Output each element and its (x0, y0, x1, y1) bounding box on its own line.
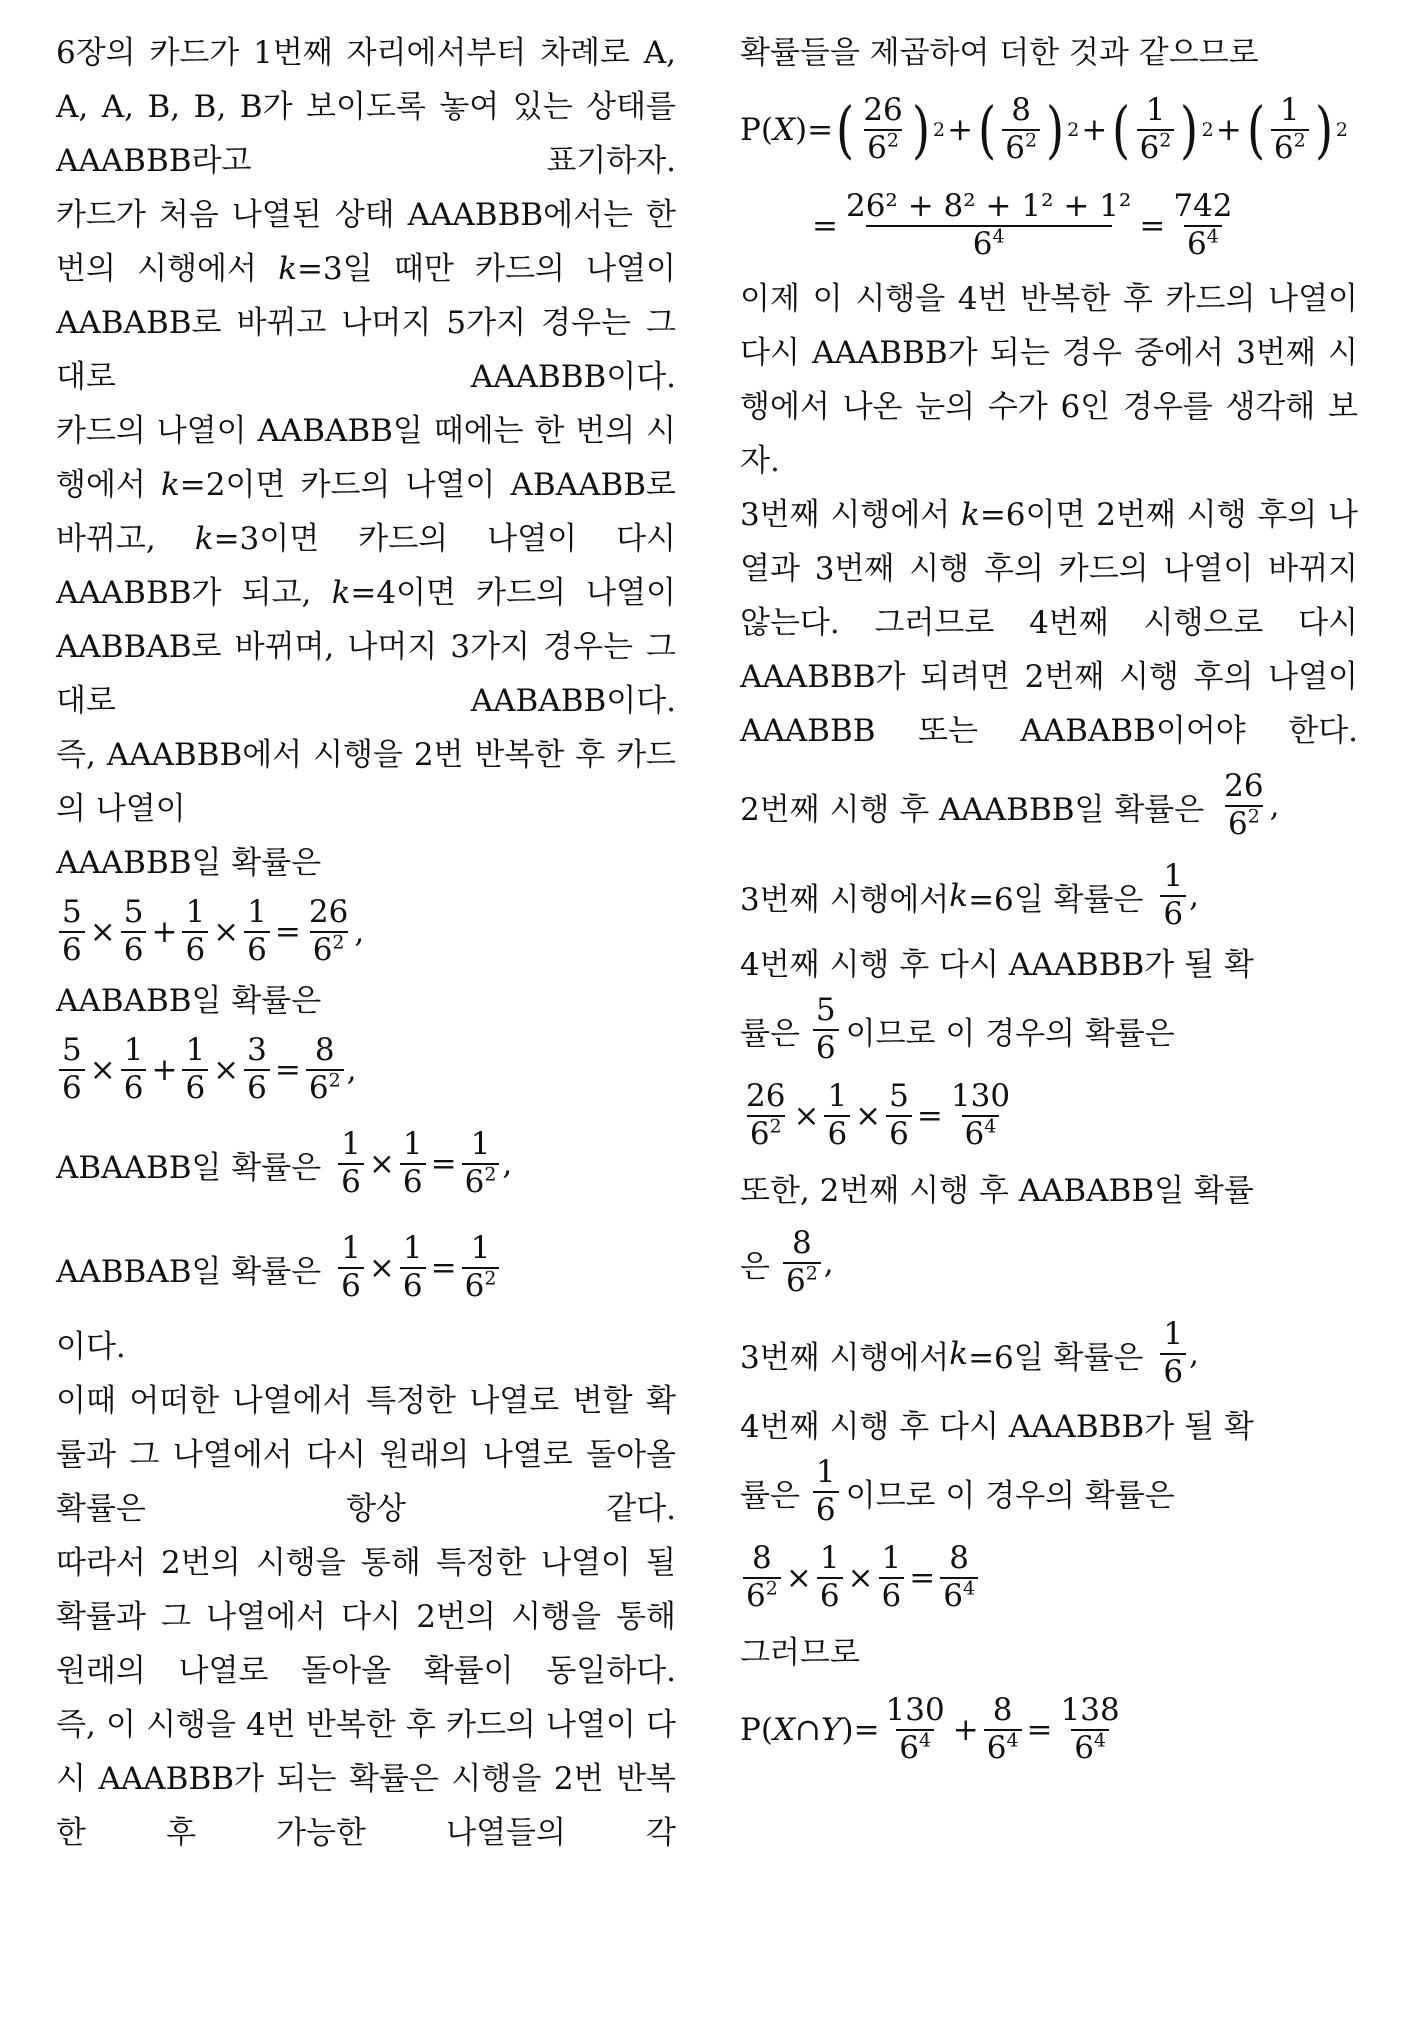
paragraph-initial-state: 카드가 처음 나열된 상태 AAABBB에서는 한 번의 시행에서 k=3일 때만 카드의 나열이 AABABB로 바뀌고 나머지 5가지 경우는 그대로 AAABBB이다. (56, 197, 676, 395)
paragraph-equivalence: 따라서 2번의 시행을 통해 특정한 나열이 될 확률과 그 나열에서 다시 2번의 시행을 통해 원래의 나열로 돌아올 확률이 동일하다. (56, 1545, 676, 1689)
paragraph-third-trial: 3번째 시행에서 k=6이면 2번째 시행 후의 나열과 3번째 시행 후의 카드의 나열이 바뀌지 않는다. 그러므로 4번째 시행으로 다시 AAABBB가 되려면 2번째 시행 후의 나열이 AAABBB 또는 AABABB이어야 한다. (740, 497, 1359, 749)
paragraph-two-trials: 즉, AAABBB에서 시행을 2번 반복한 후 카드의 나열이 (56, 737, 676, 827)
paragraph-notation: 6장의 카드가 1번째 자리에서부터 차례로 A, A, A, B, B, B가 보이도록 놓여 있는 상태를 AAABBB라고 표기하자. (56, 35, 676, 179)
equation-case2-step2: 3번째 시행에서 k =6일 확률은 $\frac{1}{6}$ , (740, 1316, 1199, 1390)
equation-case1-result: $\frac{26}{6^2}$ × $\frac{1}{6}$ × $\frac{5}{6}$ = $\frac{130}{6^4}$ (746, 1078, 1011, 1152)
label-aaabbb-probability: AAABBB일 확률은 (56, 845, 322, 881)
equation-aaabbb: $\frac{5}{6}$ × $\frac{5}{6}$ + $\frac{1}{6}$ × $\frac{1}{6}$ = $\frac{26}{6^2}$ , (56, 890, 676, 974)
label-aababb-probability: AABABB일 확률은 (56, 983, 322, 1019)
paragraph-aababb-transitions: 카드의 나열이 AABABB일 때에는 한 번의 시행에서 k=2이면 카드의 나열이 ABAABB로 바뀌고, k=3이면 카드의 나열이 다시 AAABBB가 되고, k=4이면 카드의 나열이 AABBAB로 바뀌며, 나머지 3가지 경우는 그대로 AABABB이다. (56, 413, 676, 719)
equation-case1-step3: 률은 $\frac{5}{6}$ 이므로 이 경우의 확률은 (740, 992, 1175, 1066)
equation-case2-step1: 은 $\frac{8}{6^2}$ , (740, 1225, 834, 1299)
paragraph-symmetry: 이때 어떠한 나열에서 특정한 나열로 변할 확률과 그 나열에서 다시 원래의 나열로 돌아올 확률은 항상 같다. (56, 1383, 676, 1527)
equation-aabbab: AABBAB일 확률은 $\frac{1}{6}$ × $\frac{1}{6}$ = $\frac{1}{6^2}$ (56, 1216, 676, 1320)
text-case2-step1: 또한, 2번째 시행 후 AABABB일 확률 (740, 1173, 1254, 1209)
equation-pxy: P( X∩Y )= $\frac{130}{6^4}$ + $\frac{8}{6^4}$ = $\frac{138}{6^4}$ (740, 1692, 1120, 1766)
text-case2-step3: 4번째 시행 후 다시 AAABBB가 될 확 (740, 1409, 1254, 1445)
equation-case1-step1: 2번째 시행 후 AAABBB일 확률은 $\frac{26}{6^2}$ , (740, 768, 1280, 842)
text-intro: 확률들을 제곱하여 더한 것과 같으므로 (740, 35, 1259, 71)
equation-case2-result: $\frac{8}{6^2}$ × $\frac{1}{6}$ × $\frac{1}{6}$ = $\frac{8}{6^4}$ (740, 1530, 1358, 1626)
equation-case1-step2: 3번째 시행에서 k =6일 확률은 $\frac{1}{6}$ , (740, 858, 1199, 932)
paragraph-four-trials: 즉, 이 시행을 4번 반복한 후 카드의 나열이 다시 AAABBB가 되는 확률은 시행을 2번 반복한 후 가능한 나열들의 각 (56, 1707, 676, 1851)
equation-aababb: $\frac{5}{6}$ × $\frac{1}{6}$ + $\frac{1}{6}$ × $\frac{3}{6}$ = $\frac{8}{6^2}$ , (56, 1028, 676, 1112)
equation-px-squares: P( X )= ( $\frac{26}{6^2}$ ) 2 + ( $\frac{8}{6^2}$ ) 2 + ( $\frac{1}{6^2}$ ) 2 + ( $\frac{1}{6^2}$ ) 2 (740, 92, 1348, 166)
right-column (740, 26, 1358, 1780)
equation-abaabb: ABAABB일 확률은 $\frac{1}{6}$ × $\frac{1}{6}$ = $\frac{1}{6^2}$ , (56, 1126, 513, 1200)
text-ida: 이다. (56, 1329, 126, 1365)
paragraph-case-setup: 이제 이 시행을 4번 반복한 후 카드의 나열이 다시 AAABBB가 되는 경우 중에서 3번째 시행에서 나온 눈의 수가 6인 경우를 생각해 보자. (740, 281, 1358, 479)
left-column (56, 26, 676, 1860)
text-case1-step3: 4번째 시행 후 다시 AAABBB가 될 확 (740, 947, 1254, 983)
equation-px-result: = $\frac{\text{26² + 8² + 1² + 1²}}{6^4}$ = $\frac{742}{6^4}$ (812, 188, 1233, 262)
text-therefore: 그러므로 (740, 1635, 860, 1671)
equation-case2-step3: 률은 $\frac{1}{6}$ 이므로 이 경우의 확률은 (740, 1454, 1175, 1528)
